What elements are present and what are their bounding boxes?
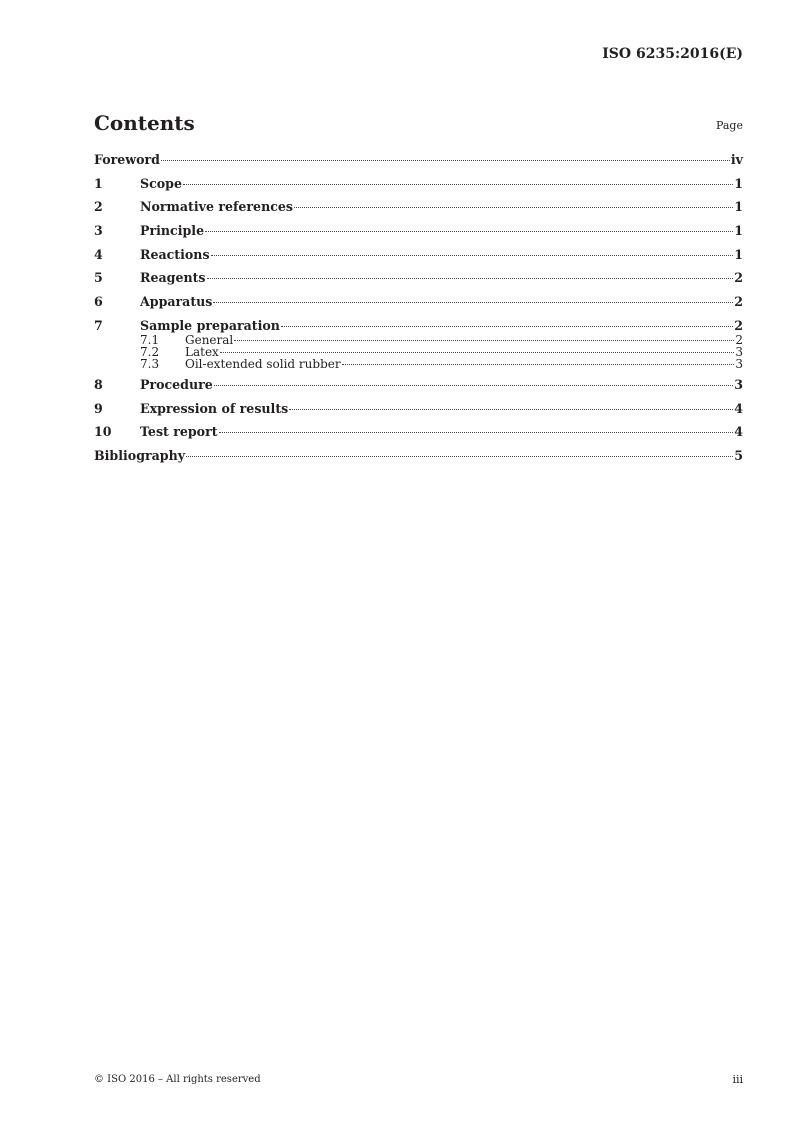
toc-entry-number: 1	[94, 175, 103, 191]
toc-entry[interactable]	[94, 270, 743, 286]
toc-entry-label: Reagents	[140, 270, 206, 286]
toc-entry[interactable]	[94, 401, 743, 417]
toc-entry-label: Expression of results	[140, 400, 289, 416]
dot-leader	[294, 207, 733, 208]
toc-entry-label: Bibliography	[94, 447, 186, 463]
table-of-contents	[94, 152, 743, 464]
toc-entry[interactable]	[94, 424, 743, 440]
toc-entry-number: 7.3	[140, 356, 160, 371]
toc-entry-number: 10	[94, 424, 112, 440]
dot-leader	[234, 340, 734, 341]
toc-entry-label: Test report	[140, 424, 218, 440]
toc-entry-page: 3	[734, 376, 743, 392]
dot-leader	[186, 456, 733, 457]
dot-leader	[205, 231, 733, 232]
toc-entry-number: 4	[94, 246, 103, 262]
toc-entry-page: 4	[734, 424, 743, 440]
dot-leader	[183, 184, 733, 185]
toc-entry[interactable]	[94, 358, 743, 370]
page-number: iii	[732, 1073, 743, 1086]
toc-entry-label: Normative references	[140, 199, 294, 215]
toc-entry[interactable]	[94, 223, 743, 239]
toc-entry-label: Foreword	[94, 152, 160, 167]
page-title: Contents	[94, 111, 195, 135]
toc-entry-page: 2	[734, 294, 743, 310]
toc-entry-label: Reactions	[140, 246, 210, 262]
toc-entry-page: 5	[734, 447, 743, 463]
dot-leader	[289, 409, 733, 410]
toc-entry[interactable]	[94, 176, 743, 192]
toc-entry-page: 3	[735, 344, 743, 359]
toc-entry-page: 1	[734, 175, 743, 191]
dot-leader	[342, 364, 735, 365]
toc-entry-label: Sample preparation	[140, 317, 280, 333]
toc-entry-page: 1	[734, 246, 743, 262]
toc-entry-page: 2	[735, 332, 743, 347]
dot-leader	[281, 326, 733, 327]
toc-entry-page: 2	[734, 270, 743, 286]
dot-leader	[161, 160, 730, 161]
toc-entry[interactable]	[94, 448, 743, 464]
toc-entry-number: 8	[94, 376, 103, 392]
toc-entry-page: 2	[734, 317, 743, 333]
toc-entry-number: 2	[94, 199, 103, 215]
toc-entry[interactable]	[94, 247, 743, 263]
toc-entry-label: General	[185, 332, 234, 347]
toc-entry-number: 6	[94, 294, 103, 310]
toc-entry[interactable]	[94, 294, 743, 310]
toc-entry-number: 9	[94, 400, 103, 416]
toc-entry-number: 5	[94, 270, 103, 286]
toc-entry-label: Oil-extended solid rubber	[185, 356, 341, 371]
document-id: ISO 6235:2016(E)	[602, 46, 743, 62]
toc-entry-label: Principle	[140, 223, 205, 239]
toc-entry-number: 7.1	[140, 332, 160, 347]
toc-entry-label: Apparatus	[140, 294, 213, 310]
toc-entry[interactable]	[94, 346, 743, 358]
copyright-notice: © ISO 2016 – All rights reserved	[94, 1074, 261, 1085]
toc-entry-page: iv	[730, 152, 743, 167]
dot-leader	[211, 255, 734, 256]
toc-entry[interactable]	[94, 152, 743, 168]
toc-entry[interactable]	[94, 377, 743, 393]
dot-leader	[214, 385, 733, 386]
toc-entry-number: 7.2	[140, 344, 160, 359]
dot-leader	[219, 432, 734, 433]
page-column-label: Page	[715, 119, 743, 132]
toc-entry-page: 4	[734, 400, 743, 416]
toc-entry-page: 1	[734, 223, 743, 239]
toc-entry-page: 1	[734, 199, 743, 215]
toc-entry[interactable]	[94, 334, 743, 346]
dot-leader	[213, 302, 733, 303]
dot-leader	[220, 352, 735, 353]
toc-entry-page: 3	[735, 356, 743, 371]
toc-entry-label: Latex	[185, 344, 219, 359]
toc-entry[interactable]	[94, 199, 743, 215]
toc-entry-label: Procedure	[140, 376, 213, 392]
toc-entry-label: Scope	[140, 175, 182, 191]
toc-entry-number: 7	[94, 317, 103, 333]
toc-entry[interactable]	[94, 318, 743, 334]
toc-entry-number: 3	[94, 223, 103, 239]
dot-leader	[207, 278, 734, 279]
